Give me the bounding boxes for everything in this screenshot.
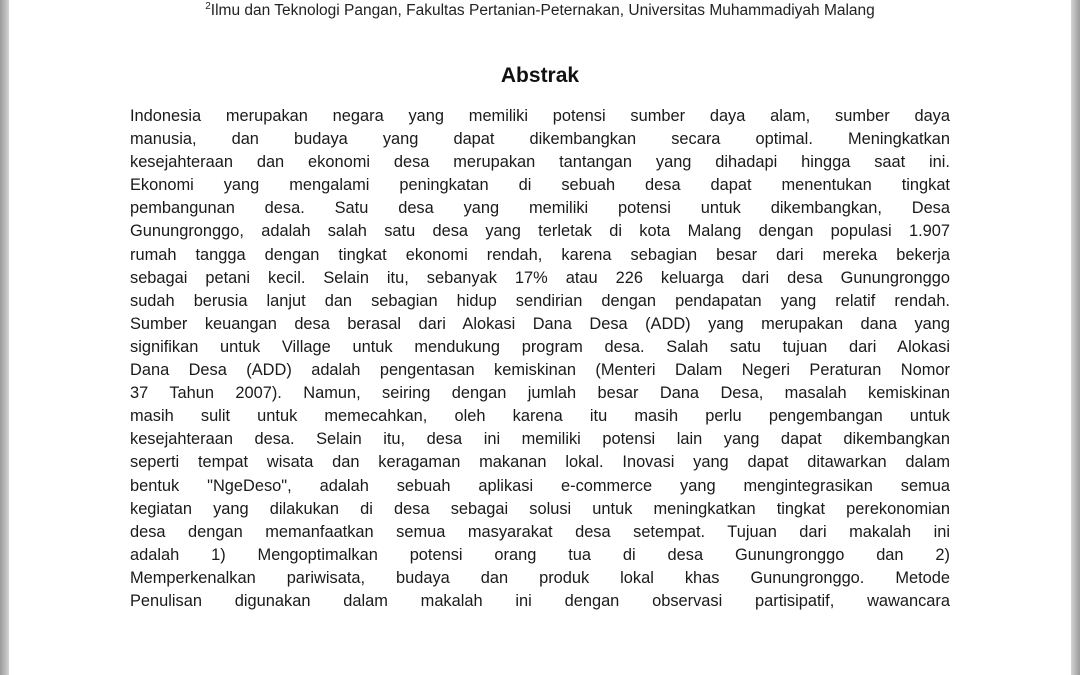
abstract-line: kesejahteraan desa. Selain itu, desa ini memiliki potensi lain yang dapat dikembangkan [130, 430, 950, 449]
document-page [9, 0, 1071, 675]
abstract-line: Dana Desa (ADD) adalah pengentasan kemiskinan (Menteri Dalam Negeri Peraturan Nomor [130, 361, 950, 380]
abstract-line: masih sulit untuk memecahkan, oleh karena itu masih perlu pengembangan untuk [130, 407, 950, 426]
abstract-line: manusia, dan budaya yang dapat dikembangkan secara optimal. Meningkatkan [130, 130, 950, 149]
affiliation-text: Ilmu dan Teknologi Pangan, Fakultas Pertanian-Peternakan, Universitas Muhammadiyah Malang [210, 2, 875, 19]
abstract-line: Penulisan digunakan dalam makalah ini dengan observasi partisipatif, wawancara [130, 591, 950, 610]
abstract-line: Sumber keuangan desa berasal dari Alokasi Dana Desa (ADD) yang merupakan dana yang [130, 314, 950, 333]
abstract-line: signifikan untuk Village untuk mendukung program desa. Salah satu tujuan dari Alokasi [130, 337, 950, 356]
abstract-body [130, 105, 950, 613]
author-affiliation [9, 0, 1071, 22]
abstract-line: 37 Tahun 2007). Namun, seiring dengan jumlah besar Dana Desa, masalah kemiskinan [130, 384, 950, 403]
abstract-line: sudah berusia lanjut dan sebagian hidup sendirian dengan pendapatan yang relatif rendah. [130, 291, 950, 310]
right-scan-edge [1071, 0, 1080, 675]
abstract-line: Gunungronggo, adalah salah satu desa yang terletak di kota Malang dengan populasi 1.907 [130, 222, 950, 241]
abstract-line: Memperkenalkan pariwisata, budaya dan produk lokal khas Gunungronggo. Metode [130, 568, 950, 587]
abstract-line: seperti tempat wisata dan keragaman makanan lokal. Inovasi yang dapat ditawarkan dalam [130, 453, 950, 472]
abstract-line: adalah 1) Mengoptimalkan potensi orang tua di desa Gunungronggo dan 2) [130, 545, 950, 564]
abstract-line: Ekonomi yang mengalami peningkatan di sebuah desa dapat menentukan tingkat [130, 176, 950, 195]
abstract-line: pembangunan desa. Satu desa yang memiliki potensi untuk dikembangkan, Desa [130, 199, 950, 218]
abstract-line: Indonesia merupakan negara yang memiliki potensi sumber daya alam, sumber daya [130, 107, 950, 125]
left-scan-edge [0, 0, 9, 675]
affiliation-marker: 2 [205, 1, 211, 12]
abstract-line: rumah tangga dengan tingkat ekonomi rendah, karena sebagian besar dari mereka bekerja [130, 245, 950, 264]
abstract-line: kegiatan yang dilakukan di desa sebagai solusi untuk meningkatkan tingkat perekonomian [130, 499, 950, 518]
abstract-line: kesejahteraan dan ekonomi desa merupakan tantangan yang dihadapi hingga saat ini. [130, 153, 950, 172]
abstract-line: desa dengan memanfaatkan semua masyarakat desa setempat. Tujuan dari makalah ini [130, 522, 950, 541]
abstract-heading: Abstrak [500, 64, 580, 87]
abstract-line: bentuk "NgeDeso", adalah sebuah aplikasi e-commerce yang mengintegrasikan semua [130, 476, 950, 495]
abstract-line: sebagai petani kecil. Selain itu, sebanyak 17% atau 226 keluarga dari desa Gunungronggo [130, 268, 950, 287]
